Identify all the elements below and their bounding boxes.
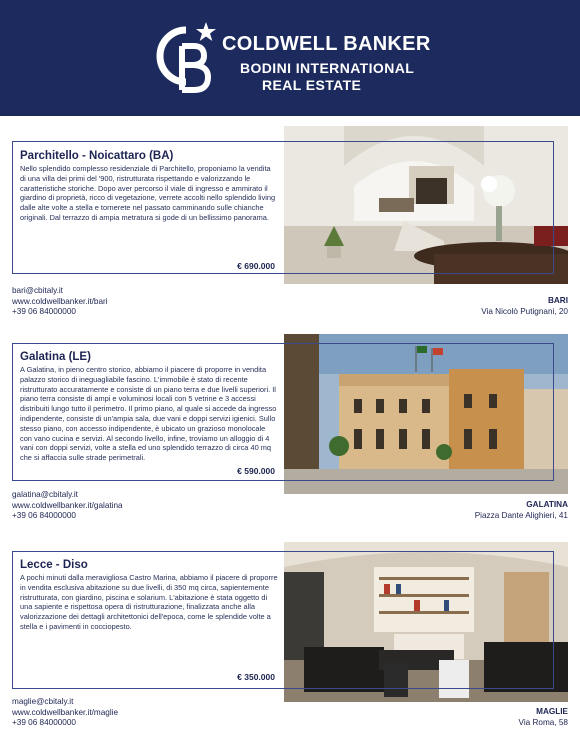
brand-subtitle-1: BODINI INTERNATIONAL	[240, 60, 415, 76]
contact-website[interactable]: www.coldwellbanker.it/maglie	[12, 707, 119, 717]
brand-name: COLDWELL BANKER	[222, 33, 431, 55]
listing-card	[0, 334, 580, 526]
brand-header	[0, 0, 580, 116]
contact-phone: +39 06 84000000	[12, 718, 76, 727]
office-city: GALATINA	[526, 500, 568, 509]
listing-description: A pochi minuti dalla meravigliosa Castro Marina, abbiamo il piacere di proporre in vendita esclusiva abitazione su due livelli, di 350 mq circa, sapientemente ristrutturata, con giardino, piscina e solarium. L'abitazione è stata oggetto di una sapiente e rispettosa opera di ristrutturazione, finalizzata anche alla valorizzazione dei dettagli architettonici dell'epoca, come le splendide volte a stella e i pavimenti in cocciopesto.	[20, 573, 278, 631]
office-street: Via Nicolò Putignani, 20	[481, 306, 568, 316]
office-contact	[12, 697, 118, 729]
office-street: Via Roma, 58	[518, 717, 568, 727]
contact-website[interactable]: www.coldwellbanker.it/bari	[12, 296, 108, 306]
listing-price: € 350.000	[237, 672, 275, 682]
listing-price: € 590.000	[237, 466, 275, 476]
office-contact	[12, 286, 108, 318]
listing-title: Parchitello - Noicattaro (BA)	[20, 150, 174, 162]
listing-price: € 690.000	[237, 261, 275, 271]
contact-email[interactable]: bari@cbitaly.it	[12, 286, 63, 295]
office-street: Piazza Dante Alighieri, 41	[474, 510, 568, 520]
office-contact	[12, 490, 123, 522]
contact-website[interactable]: www.coldwellbanker.it/galatina	[12, 500, 123, 510]
listing-description: Nello splendido complesso residenziale di Parchitello, proponiamo la vendita di una villa dei primi del '900, ristrutturata rispettando e valorizzando le caratteristiche storiche. Dopo aver percorso il viale di ingresso e ammirato il giardino di proprietà, ricco di vegetazione, verrete accolti nello splendido living dalle alte volte a stella e tornerete nel passato camminando sulle chianche originali. Dal terrazzo di ampia metratura si gode di un bellissimo panorama.	[20, 164, 276, 222]
contact-email[interactable]: maglie@cbitaly.it	[12, 697, 74, 706]
listing-card	[0, 126, 580, 321]
header-divider	[0, 116, 580, 119]
listing-description: A Galatina, in pieno centro storico, abbiamo il piacere di proporre in vendita palazzo storico di ineguagliabile fascino. L'immobile è stato di recente ristrutturato accuratamente e consiste di un piano terra e due livelli superiori. Il piano terra consiste di ampi e voluminosi locali con 5 vetrine e 3 accessi distribuiti lungo tutto il perimetro. Il primo piano, al quale si accede da ingresso indipendente, consiste di un'ampia sala, due vani e doppi servizi igienici. Sullo stesso piano, con accesso indipendente, è ubicato un grazioso monolocale con vano cucina e servizi. Al secondo livello, infine, troviamo un alloggio di 4 vani con doppi servizi, volte a stella ed uno splendido terrazzo di circa 40 mq che si affaccia sulle strade perimetrali.	[20, 365, 277, 463]
contact-phone: +39 06 84000000	[12, 307, 76, 316]
office-address	[475, 500, 568, 521]
listing-card	[0, 542, 580, 740]
brand-subtitle-2: REAL ESTATE	[262, 77, 362, 93]
listing-title: Galatina (LE)	[20, 351, 91, 363]
cb-monogram-star-icon	[152, 20, 218, 94]
office-city: MAGLIE	[536, 707, 568, 716]
office-address	[481, 296, 568, 317]
office-address	[519, 707, 568, 728]
listing-title: Lecce - Diso	[20, 559, 88, 571]
contact-phone: +39 06 84000000	[12, 511, 76, 520]
contact-email[interactable]: galatina@cbitaly.it	[12, 490, 78, 499]
office-city: BARI	[547, 296, 568, 305]
